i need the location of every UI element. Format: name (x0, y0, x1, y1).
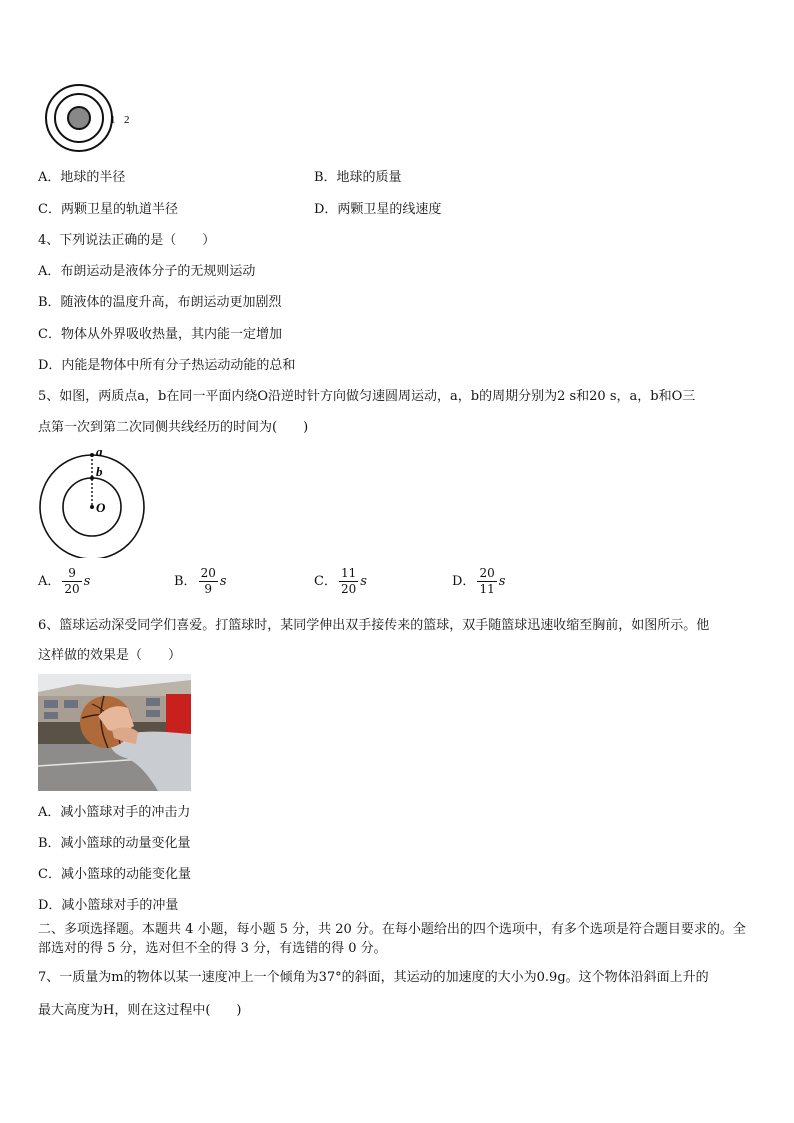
q5-option-d[interactable] (452, 566, 505, 597)
q5-option-b-den: 9 (204, 582, 213, 596)
q5-option-c-fraction (339, 566, 358, 597)
q6-option-c[interactable]: C．减小篮球的动能变化量 (38, 867, 191, 882)
q3-option-d[interactable]: D．两颗卫星的线速度 (314, 202, 442, 217)
q5-point-o (90, 505, 94, 509)
q5-option-b-unit: s (219, 574, 227, 589)
q7-stem-line2: 最大高度为H，则在这过程中( ) (38, 1003, 242, 1018)
q4-option-c[interactable]: C．物体从外界吸收热量，其内能一定增加 (38, 327, 282, 342)
q5-label-o: O (96, 500, 106, 515)
q4-option-b[interactable]: B．随液体的温度升高，布朗运动更加剧烈 (38, 295, 282, 310)
q5-label-b: b (96, 464, 103, 479)
q5-option-d-fraction (477, 566, 496, 597)
section-2-instructions: 二、多项选择题。本题共 4 小题，每小题 5 分，共 20 分。在每小题给出的四个选项中，有多个选项是符合题目要求的。全部选对的得 5 分，选对但不全的得 3 分，有选错的得 0 分。 (38, 922, 746, 956)
q5-option-c-num: 11 (340, 566, 357, 580)
q6-stem-line1: 6、篮球运动深受同学们喜爱。打篮球时，某同学伸出双手接传来的篮球，双手随篮球迅速收缩至胸前，如图所示。他 (38, 618, 710, 633)
q5-option-d-num: 20 (479, 566, 495, 580)
q6-option-b[interactable]: B．减小篮球的动量变化量 (38, 836, 191, 851)
q5-point-a (90, 453, 94, 457)
basketball-photo (38, 674, 191, 791)
q5-option-a-fraction (62, 566, 81, 597)
q5-option-b[interactable] (174, 566, 227, 597)
q3-option-c[interactable]: C．两颗卫星的轨道半径 (38, 202, 178, 217)
q5-circle-figure (36, 446, 148, 558)
q3-option-b[interactable]: B．地球的质量 (314, 170, 402, 185)
q5-option-b-num: 20 (200, 566, 216, 580)
q5-option-a-num: 9 (62, 566, 81, 582)
orbit-label-1: 1 (110, 114, 116, 126)
q4-option-a[interactable]: A．布朗运动是液体分子的无规则运动 (38, 264, 256, 279)
q5-option-a[interactable] (38, 566, 90, 597)
orbit-label-2: 2 (124, 114, 130, 126)
q5-option-d-unit: s (498, 574, 506, 589)
q5-option-c-den: 20 (340, 582, 357, 596)
q5-stem-line2: 点第一次到第二次同侧共线经历的时间为( ) (38, 420, 309, 435)
q5-point-b (90, 476, 94, 480)
q5-option-c[interactable] (314, 566, 367, 597)
q5-option-a-unit: s (83, 574, 91, 589)
q5-stem-line1: 5、如图，两质点a，b在同一平面内绕O沿逆时针方向做匀速圆周运动，a，b的周期分别为2 s和20 s，a，b和O三 (38, 389, 696, 404)
q5-option-b-fraction (199, 566, 218, 597)
q6-option-a[interactable]: A．减小篮球对手的冲击力 (38, 805, 191, 820)
q5-option-c-unit: s (360, 574, 367, 589)
q5-option-d-den: 11 (479, 582, 495, 596)
q5-option-d-letter: D． (452, 574, 476, 589)
q4-stem: 4、下列说法正确的是（ ） (38, 233, 216, 248)
q6-option-d[interactable]: D．减小篮球对手的冲量 (38, 898, 179, 913)
q7-stem-line1: 7、一质量为m的物体以某一速度冲上一个倾角为37°的斜面，其运动的加速度的大小为0.9g。这个物体沿斜面上升的 (38, 970, 709, 985)
q5-option-b-letter: B． (174, 574, 197, 589)
q5-option-c-letter: C． (314, 574, 337, 589)
q5-label-a: a (96, 446, 103, 459)
q5-option-a-letter: A． (38, 574, 61, 589)
q4-option-d[interactable]: D．内能是物体中所有分子热运动动能的总和 (38, 358, 296, 373)
q6-stem-line2: 这样做的效果是（ ） (38, 648, 182, 663)
orbit-figure (34, 84, 144, 156)
q5-option-a-den: 20 (64, 582, 80, 596)
q3-option-a[interactable]: A．地球的半径 (38, 170, 126, 185)
earth (68, 107, 90, 129)
